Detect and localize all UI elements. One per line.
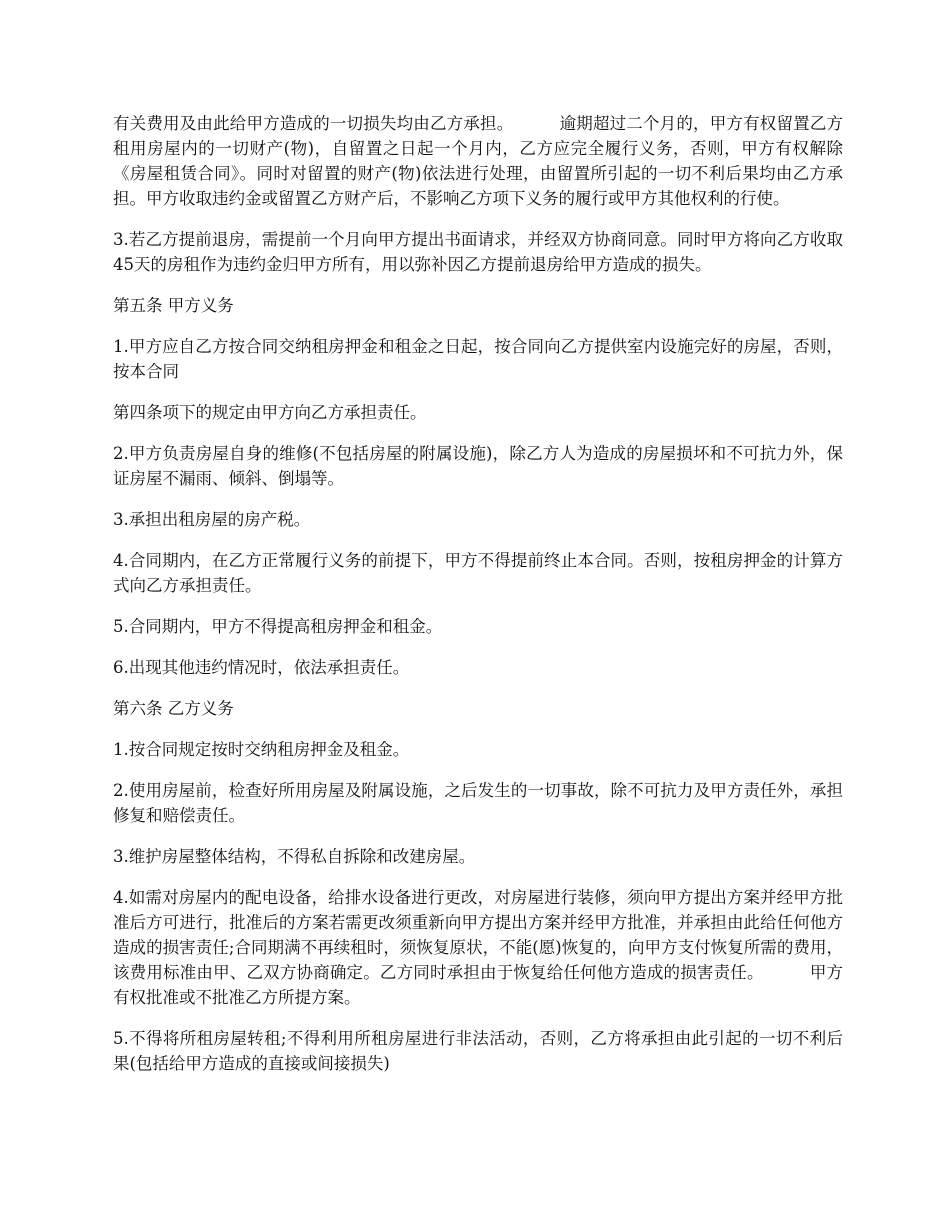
paragraph-article5-item4: 4.合同期内，在乙方正常履行义务的前提下，甲方不得提前终止本合同。否则，按租房押金的计算方式向乙方承担责任。: [113, 551, 843, 595]
article6-item4-text-a: 4.如需对房屋内的配电设备，给排水设备进行更改，对房屋进行装修，须向甲方提出方案并经甲方批准后方可进行，批准后的方案若需更改须重新向甲方提出方案并经甲方批准，并承担由此给任何他方造成的损害责任;合同期满不再续租时，须恢复原状，不能(愿)恢复的，向甲方支付恢复所需的费用，该费用标准由甲、乙双方协商确定。乙方同时承担由于恢复给任何他方造成的损害责任。: [113, 888, 843, 982]
section-heading-article-5: 第五条 甲方义务: [113, 296, 234, 315]
paragraph-article5-item6: 6.出现其他违约情况时，依法承担责任。: [113, 658, 410, 677]
paragraph-article5-item2: 2.甲方负责房屋自身的维修(不包括房屋的附属设施)，除乙方人为造成的房屋损坏和不可抗力外，保证房屋不漏雨、倾斜、倒塌等。: [113, 444, 843, 488]
paragraph-early-move-out: 3.若乙方提前退房，需提前一个月向甲方提出书面请求，并经双方协商同意。同时甲方将向乙方收取45天的房租作为违约金归甲方所有，用以弥补因乙方提前退房给甲方造成的损失。: [113, 230, 843, 274]
paragraph-article5-item1: 1.甲方应自乙方按合同交纳租房押金和租金之日起，按合同向乙方提供室内设施完好的房屋，否则，按本合同: [113, 337, 843, 381]
document-page: [113, 111, 843, 1092]
paragraph-article5-item5: 5.合同期内，甲方不得提高租房押金和租金。: [113, 617, 443, 636]
paragraph-article6-item1: 1.按合同规定按时交纳租房押金及租金。: [113, 740, 410, 759]
paragraph-article6-item4: [113, 885, 843, 1010]
paragraph-article6-item5: 5.不得将所租房屋转租;不得利用所租房屋进行非法活动，否则，乙方将承担由此引起的一切不利后果(包括给甲方造成的直接或间接损失): [113, 1029, 843, 1073]
paragraph-article6-item3: 3.维护房屋整体结构，不得私自拆除和改建房屋。: [113, 847, 476, 866]
penalty-clause-text-b: 逾期超过二个月的，甲方有权留置乙方租用房屋内的一切财产(物)，自留置之日起一个月内，乙方应完全履行义务，否则，甲方有权解除《房屋租赁合同》。同时对留置的财产(物)依法进行处理，由留置所引起的一切不利后果均由乙方承担。甲方收取违约金或留置乙方财产后，不影响乙方项下义务的履行或甲方其他权利的行使。: [113, 114, 844, 208]
paragraph-article5-item3: 3.承担出租房屋的房产税。: [113, 510, 311, 529]
paragraph-article6-item2: 2.使用房屋前，检查好所用房屋及附属设施，之后发生的一切事故，除不可抗力及甲方责任外，承担修复和赔偿责任。: [113, 781, 843, 825]
penalty-clause-text-a: 有关费用及由此给甲方造成的一切损失均由乙方承担。: [113, 114, 514, 133]
paragraph-article4-reference: 第四条项下的规定由甲方向乙方承担责任。: [113, 403, 427, 422]
section-heading-article-6: 第六条 乙方义务: [113, 699, 234, 718]
article6-item4-text-b: 甲方有权批准或不批准乙方所提方案。: [113, 963, 844, 1007]
paragraph-penalty-clause: [113, 111, 843, 211]
